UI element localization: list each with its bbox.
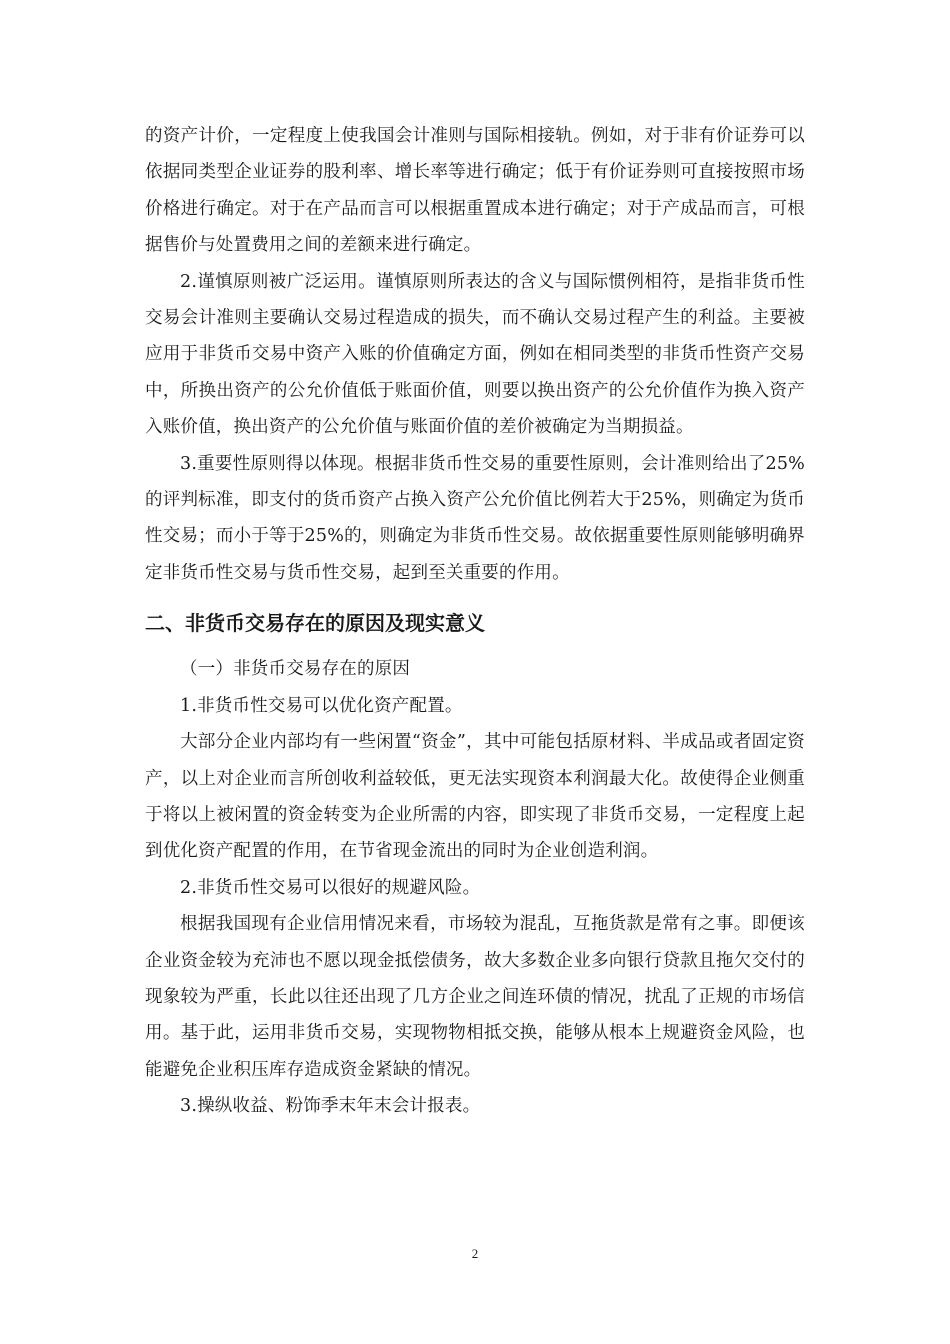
document-page <box>145 118 805 1125</box>
page-number: 2 <box>471 1246 479 1261</box>
section-heading: 二、非货币交易存在的原因及现实意义 <box>145 611 485 636</box>
body-paragraph: 1.非货币性交易可以优化资产配置。 <box>180 695 463 716</box>
body-paragraph: 大部分企业内部均有一些闲置“资金”，其中可能包括原材料、半成品或者固定资产，以上对企业而言所创收利益较低，更无法实现资本利润最大化。故使得企业侧重于将以上被闲置的资金转变为企业所需的内容，即实现了非货币交易，一定程度上起到优化资产配置的作用，在节省现金流出的同时为企业创造利润。 <box>145 732 805 862</box>
body-paragraph: 3.重要性原则得以体现。根据非货币性交易的重要性原则，会计准则给出了25%的评判标准，即支付的货币资产占换入资产公允价值比例若大于25%，则确定为货币性交易；而小于等于25%的，则确定为非货币性交易。故依据重要性原则能够明确界定非货币性交易与货币性交易，起到至关重要的作用。 <box>145 453 805 583</box>
body-paragraph: 2.谨慎原则被广泛运用。谨慎原则所表达的含义与国际惯例相符，是指非货币性交易会计准则主要确认交易过程造成的损失，而不确认交易过程产生的利益。主要被应用于非货币交易中资产入账的价值确定方面，例如在相同类型的非货币性资产交易中，所换出资产的公允价值低于账面价值，则要以换出资产的公允价值作为换入资产入账价值，换出资产的公允价值与账面价值的差价被确定为当期损益。 <box>145 271 805 438</box>
subsection-heading: （一）非货币交易存在的原因 <box>180 659 411 680</box>
body-paragraph: 2.非货币性交易可以很好的规避风险。 <box>180 877 481 898</box>
body-paragraph: 的资产计价，一定程度上使我国会计准则与国际相接轨。例如，对于非有价证券可以依据同类型企业证券的股利率、增长率等进行确定；低于有价证券则可直接按照市场价格进行确定。对于在产品而言可以根据重置成本进行确定；对于产成品而言，可根据售价与处置费用之间的差额来进行确定。 <box>145 126 805 256</box>
body-paragraph: 根据我国现有企业信用情况来看，市场较为混乱，互拖货款是常有之事。即便该企业资金较为充沛也不愿以现金抵偿债务，故大多数企业多向银行贷款且拖欠交付的现象较为严重，长此以往还出现了几方企业之间连环债的情况，扰乱了正规的市场信用。基于此，运用非货币交易，实现物物相抵交换，能够从根本上规避资金风险，也能避免企业积压库存造成资金紧缺的情况。 <box>145 914 805 1080</box>
body-paragraph: 3.操纵收益、粉饰季末年末会计报表。 <box>180 1096 481 1117</box>
